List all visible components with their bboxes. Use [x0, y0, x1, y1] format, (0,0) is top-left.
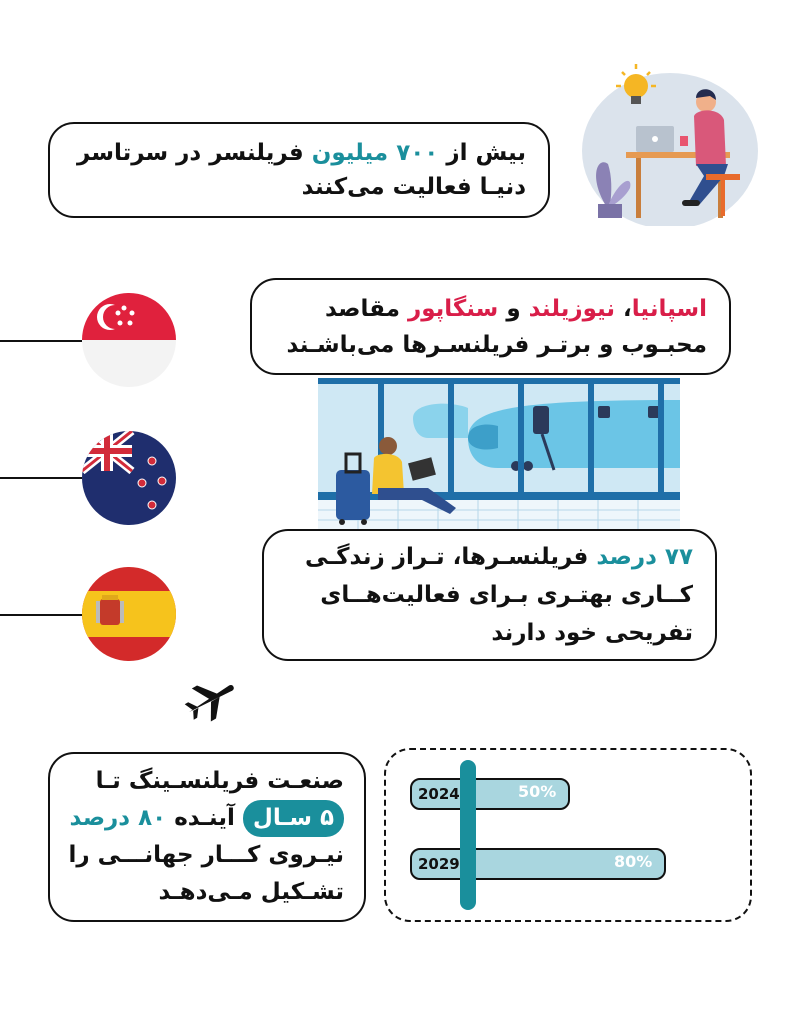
- country-singapore: سنگاپور: [407, 295, 499, 322]
- bar-value-label: 50%: [518, 782, 557, 801]
- separator: ،: [623, 295, 632, 322]
- bar-year-label: 2024: [418, 785, 460, 803]
- destinations-card: [250, 278, 731, 375]
- bar-year-label: 2029: [418, 855, 460, 873]
- card2-line1: [274, 291, 707, 327]
- spain-flag: [82, 567, 176, 661]
- card4-text-mid: آینـده: [174, 805, 235, 831]
- new-zealand-flag: [82, 431, 176, 525]
- card1-line2: دنیـا فعالیت می‌کنند: [301, 174, 526, 200]
- conjunction: و: [506, 295, 521, 322]
- card3-highlight: ۷۷ درصد: [596, 544, 693, 570]
- card4-line3: نیـروی کـــار جهانـــی را: [68, 842, 344, 868]
- freelancer-desk-illustration: [578, 56, 758, 226]
- freelancer-count-card: [48, 122, 550, 218]
- airport-illustration: [318, 378, 680, 530]
- workforce-chart: [384, 748, 752, 922]
- airplane-icon: [180, 675, 240, 725]
- country-new-zealand: نیوزیلند: [528, 295, 616, 322]
- connector-line-2: [0, 477, 82, 479]
- chart-axis-marker: [460, 760, 476, 910]
- card3-line3: تفریحی خود دارند: [491, 620, 693, 646]
- card3-text-rest: فریلنسـرها، تـراز زندگـی: [305, 544, 589, 570]
- card4-line2: [70, 800, 344, 837]
- connector-line-3: [0, 614, 82, 616]
- five-years-pill: ۵ سـال: [243, 800, 344, 837]
- singapore-flag: [82, 293, 176, 387]
- country-spain: اسپانیا: [631, 295, 707, 322]
- card2-text-rest: مقاصد: [325, 295, 400, 322]
- connector-line-1: [0, 340, 82, 342]
- card1-line1: [72, 136, 526, 170]
- quality-of-life-card: [262, 529, 717, 661]
- bar-value-label: 80%: [614, 852, 653, 871]
- card1-highlight: ۷۰۰ میلیون: [311, 140, 439, 166]
- card4-line1: صنعـت فریلنسـینگ تـا: [95, 768, 344, 794]
- card4-highlight: ۸۰ درصد: [69, 805, 167, 831]
- industry-forecast-card: [48, 752, 366, 922]
- card4-line4: تشـکیل مـی‌دهـد: [158, 879, 344, 905]
- card1-text-a: بیش از: [446, 140, 526, 166]
- card2-line2: محبـوب و برتـر فریلنسـرها می‌باشـند: [286, 331, 707, 358]
- card1-text-c: فریلنسر در سرتاسر: [77, 140, 304, 166]
- card3-line1: [286, 538, 693, 576]
- card3-line2: کــاری بهتـری بـرای فعالیت‌هــای: [320, 582, 693, 608]
